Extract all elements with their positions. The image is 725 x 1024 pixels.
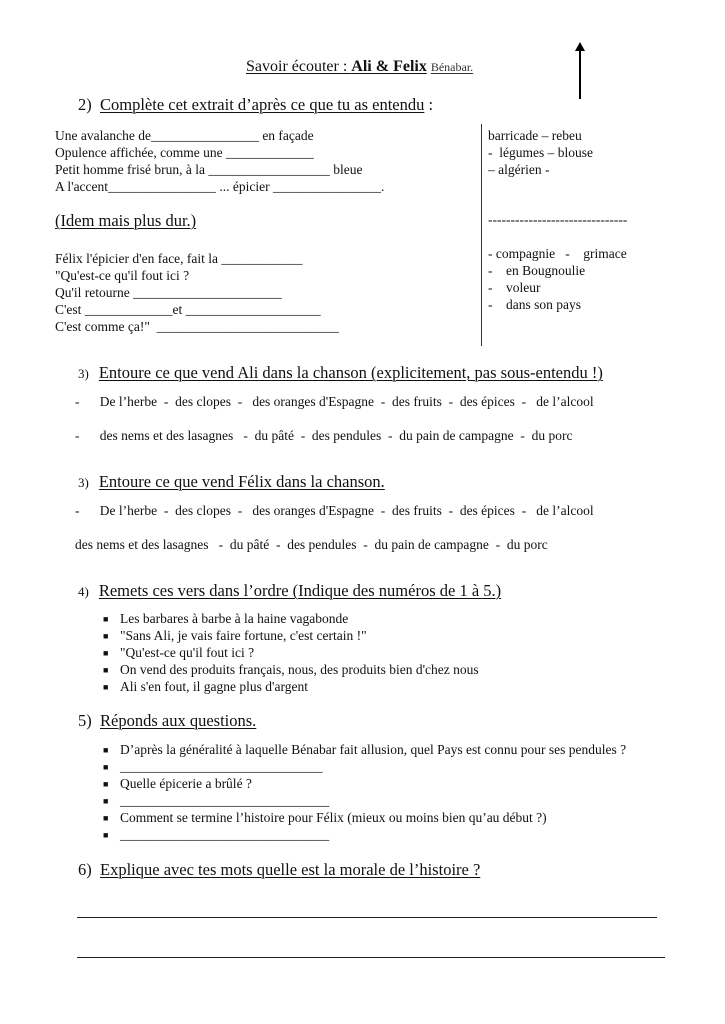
word-bank-line: - légumes – blouse (488, 145, 593, 160)
word-bank-line: - compagnie - grimace (488, 246, 627, 261)
answer-line[interactable]: _______________________________ (120, 793, 330, 808)
q4-heading-text: Remets ces vers dans l’ordre (Indique des numéros de 1 à 5.) (98, 581, 502, 600)
title-author: Bénabar. (430, 60, 474, 74)
q5-heading (78, 711, 256, 731)
q5-number: 5) (78, 711, 92, 730)
q3b-options-2[interactable]: des nems et des lasagnes - du pâté - des pendules - du pain de campagne - du porc (75, 537, 548, 552)
q3a-heading (78, 363, 603, 384)
q3a-heading-text: Entoure ce que vend Ali dans la chanson (explicitement, pas sous-entendu !) (98, 363, 603, 382)
lyric-line[interactable]: Une avalanche de________________ en façade (55, 128, 314, 143)
title-prefix: Savoir écouter : (246, 58, 352, 75)
q2-lyrics-2 (55, 250, 339, 335)
up-arrow-icon (579, 44, 581, 99)
bullet-icon: ■ (103, 779, 109, 789)
bullet-icon: ■ (103, 813, 109, 823)
title-song: Ali & Felix (351, 58, 427, 75)
q4-heading (78, 581, 501, 602)
bullet-icon: ■ (103, 682, 109, 692)
lyric-line[interactable]: Félix l'épicier d'en face, fait la ____________ (55, 251, 303, 266)
bullet-icon: ■ (103, 648, 109, 658)
q3b-options-1[interactable]: - De l’herbe - des clopes - des oranges d'Espagne - des fruits - des épices - de l’alcool (75, 503, 594, 518)
list-item: Ali s'en fout, il gagne plus d'argent (120, 679, 308, 694)
bullet-icon: ■ (103, 614, 109, 624)
lyric-line[interactable]: A l'accent________________ ... épicier ________________. (55, 179, 385, 194)
q2-heading-text: Complète cet extrait d’après ce que tu as entendu (100, 95, 425, 114)
bullet-icon: ■ (103, 830, 109, 840)
list-item: On vend des produits français, nous, des produits bien d'chez nous (120, 662, 479, 677)
question: Comment se termine l’histoire pour Félix (mieux ou moins bien qu’au début ?) (120, 810, 547, 825)
q2-number: 2) (78, 95, 92, 114)
answer-line-1[interactable] (77, 917, 657, 918)
lyric-line[interactable]: Opulence affichée, comme une _____________ (55, 145, 314, 160)
q2-colon: : (428, 95, 434, 114)
question: D’après la généralité à laquelle Bénabar fait allusion, quel Pays est connu pour ses pendules ? (120, 742, 627, 757)
word-bank-2 (488, 245, 627, 313)
lyric-line[interactable]: Petit homme frisé brun, à la __________________ bleue (55, 162, 363, 177)
word-bank-line: – algérien - (488, 162, 550, 177)
list-item: Les barbares à barbe à la haine vagabonde (120, 611, 349, 626)
page-title (246, 58, 473, 76)
lyric-line[interactable]: "Qu'est-ce qu'il fout ici ? (55, 268, 190, 283)
q2-subheading: (Idem mais plus dur.) (55, 211, 197, 230)
q2-lyrics-1 (55, 127, 384, 195)
word-bank-line: - dans son pays (488, 297, 581, 312)
bullet-icon: ■ (103, 745, 109, 755)
column-divider (481, 124, 482, 346)
bullet-icon: ■ (103, 762, 109, 772)
q6-heading-text: Explique avec tes mots quelle est la morale de l’histoire ? (100, 860, 481, 879)
word-bank-1 (488, 127, 593, 178)
q3b-heading-text: Entoure ce que vend Félix dans la chanson. (98, 472, 385, 491)
q6-number: 6) (78, 860, 92, 879)
q4-number: 4) (78, 584, 89, 599)
word-bank-line: - en Bougnoulie (488, 263, 586, 278)
q3a-number: 3) (78, 366, 89, 381)
q5-heading-text: Réponds aux questions. (100, 711, 257, 730)
lyric-line[interactable]: C'est comme ça!" ___________________________ (55, 319, 339, 334)
q3a-options-2[interactable]: - des nems et des lasagnes - du pâté - des pendules - du pain de campagne - du porc (75, 428, 573, 443)
word-bank-separator: ------------------------------- (488, 212, 628, 227)
q2-heading (78, 95, 433, 115)
q6-heading (78, 860, 480, 880)
lyric-line[interactable]: C'est _____________et ____________________ (55, 302, 321, 317)
question: Quelle épicerie a brûlé ? (120, 776, 252, 791)
q3a-options-1[interactable]: - De l’herbe - des clopes - des oranges d'Espagne - des fruits - des épices - de l’alcool (75, 394, 594, 409)
bullet-icon: ■ (103, 631, 109, 641)
answer-line[interactable]: _______________________________ (120, 827, 330, 842)
bullet-icon: ■ (103, 796, 109, 806)
word-bank-line: - voleur (488, 280, 541, 295)
answer-line-2[interactable] (77, 957, 665, 958)
list-item: "Sans Ali, je vais faire fortune, c'est certain !" (120, 628, 367, 643)
list-item: "Qu'est-ce qu'il fout ici ? (120, 645, 255, 660)
lyric-line[interactable]: Qu'il retourne ______________________ (55, 285, 282, 300)
q3b-heading (78, 472, 385, 493)
answer-line[interactable]: ______________________________ (120, 759, 323, 774)
bullet-icon: ■ (103, 665, 109, 675)
word-bank-line: barricade – rebeu (488, 128, 582, 143)
q3b-number: 3) (78, 475, 89, 490)
